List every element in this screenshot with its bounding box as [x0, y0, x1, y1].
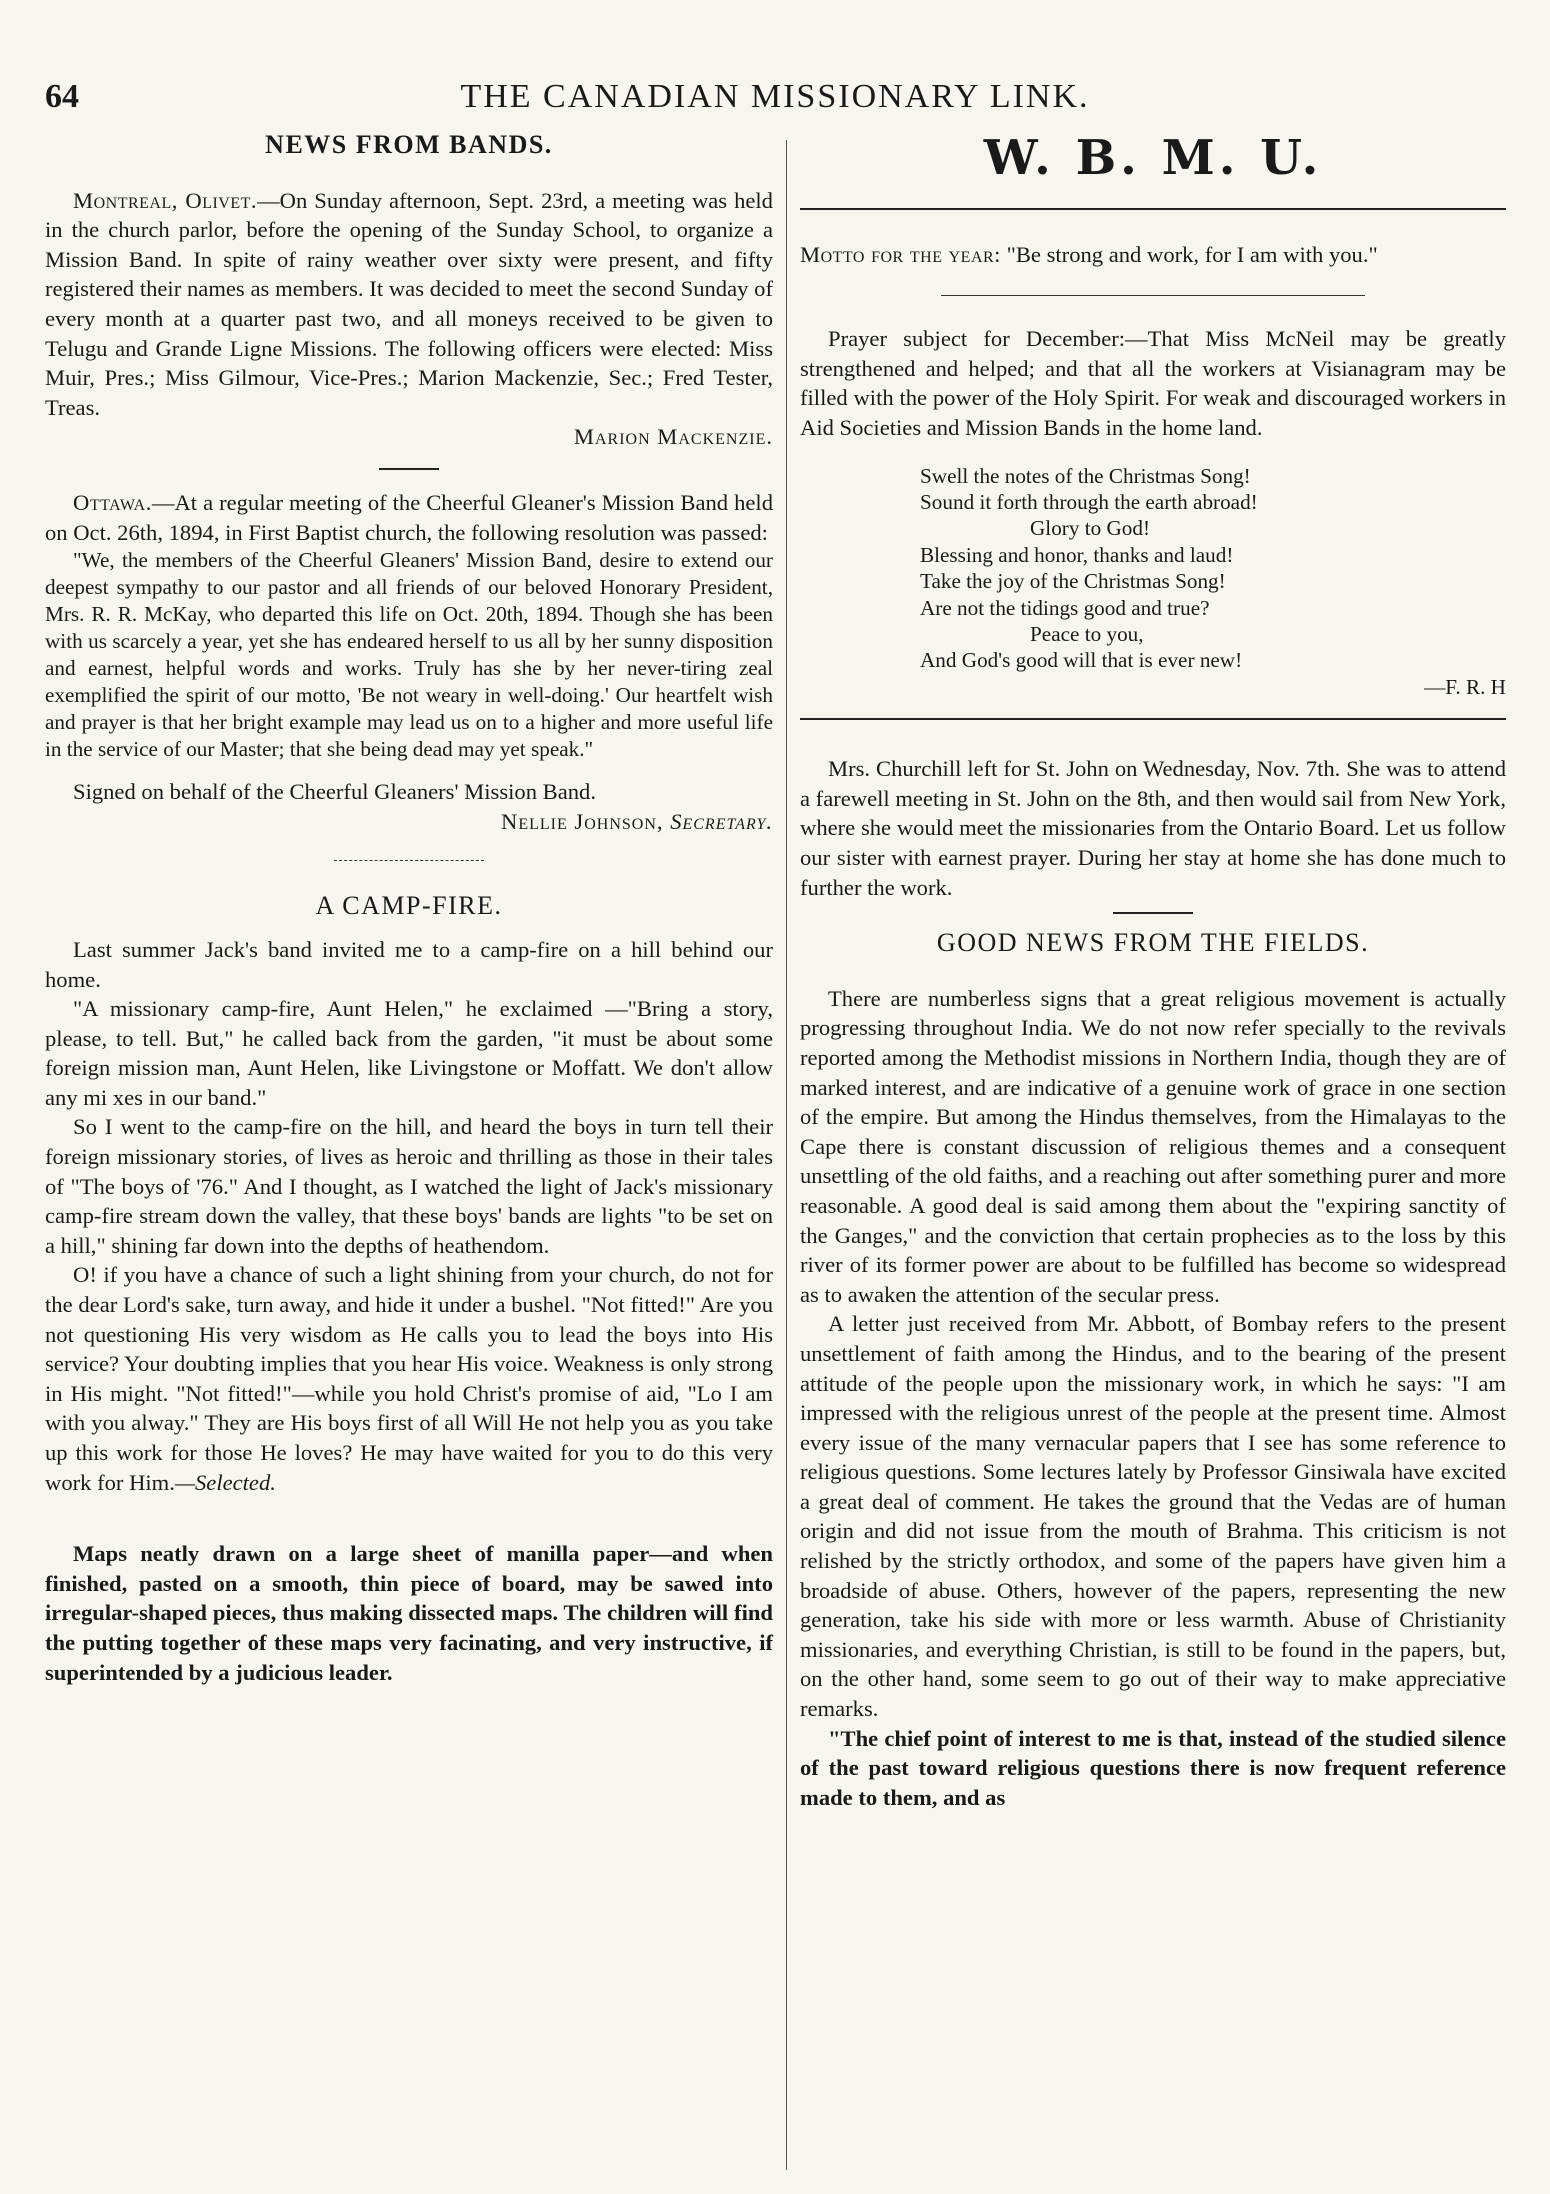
section-rule	[941, 295, 1365, 296]
good-news-paragraph-2: A letter just received from Mr. Abbott, of Bombay refers to the present unsettlement of faith among the Hindus, and to the bearing of the present attitude of the people upon the missionary work, in which he says: "I am impressed with the religious unrest of the people at the present time. Almost every issue of the many vernacular papers that I see has some reference to religious questions. Some lectures lately by Professor Ginsiwala have excited a great deal of comment. He takes the ground that the Vedas are of human origin and did not issue from the mouth of Brahma. This criticism is not relished by the strictly orthodox, and some of the papers have given him a broadside of abuse. Others, however of the papers, representing the new generation, take his side with more or less warmth. Abuse of Christianity missionaries, and everything Christian, is still to be found in the papers, but, on the other hand, some seem to go out of their way to make appreciative remarks.	[800, 1311, 1506, 1722]
camp-paragraph-4-text: O! if you have a chance of such a light shining from your church, do not for the dear Lord's sake, turn away, and hide it under a bushel. "Not fitted!" Are you not questioning His very wisdom as He calls you to lead the boys into His service? Your doubting implies that you hear His voice. Weakness is only strong in His might. "Not fitted!"—while you hold Christ's promise of aid, "Lo I am with you alway." They are His boys first of all Will He not help you as you take up this work for those He loves? He may have waited for you to do this very work for Him.	[45, 1262, 773, 1495]
good-news-heading: GOOD NEWS FROM THE FIELDS.	[936, 928, 1370, 958]
camp-selected: —Selected.	[174, 1469, 276, 1495]
ottawa-lead: Ottawa.	[73, 489, 152, 515]
section-rule	[800, 208, 1506, 210]
motto	[800, 240, 1506, 270]
montreal-text: —On Sunday afternoon, Sept. 23rd, a meeting was held in the church parlor, before the opening of the Sunday School, to organize a Mission Band. In spite of rainy weather over sixty were present, and fifty registered their names as members. It was decided to meet the second Sunday of every month at a quarter past two, and all moneys received to be given to Telugu and Grande Ligne Missions. The following officers were elected: Miss Muir, Pres.; Miss Gilmour, Vice-Pres.; Marion Mackenzie, Sec.; Fred Tester, Treas.	[45, 187, 773, 420]
poem-line: Sound it forth through the earth abroad!	[920, 489, 1258, 514]
ottawa-sig-name: Nellie Johnson,	[501, 808, 664, 834]
poem-line: And God's good will that is ever new!	[920, 648, 1243, 673]
christmas-poem	[920, 463, 1506, 701]
ottawa-resolution: "We, the members of the Cheerful Gleaners' Mission Band, desire to extend our deepest sympathy to our pastor and all friends of our beloved Honorary President, Mrs. R. R. McKay, who departed this life on Oct. 20th, 1894. Though she has been with us scarcely a year, yet she has endeared herself to us all by her sunny disposition and earnest, helpful words and works. Truly has she by her never-tiring zeal exemplified the spirit of our motto, 'Be not weary in well-doing.' Our heartfelt wish and prayer is that her bright example may lead us on to a higher and more useful life in the service of our Master; that she being dead may yet speak."	[45, 548, 773, 762]
ottawa-report	[45, 488, 773, 547]
camp-paragraph-1: Last summer Jack's band invited me to a camp-fire on a hill behind our home.	[45, 936, 773, 992]
maps-paragraph: Maps neatly drawn on a large sheet of manilla paper—and when finished, pasted on a smooth, thin piece of board, may be sawed into irregular-shaped pieces, thus making dissected maps. The children will find the putting together of these maps very facinating, and very instructive, if superintended by a judicious leader.	[45, 1541, 773, 1685]
ottawa-signature	[45, 807, 773, 837]
ottawa-signed: Signed on behalf of the Cheerful Gleaners' Mission Band.	[73, 779, 596, 805]
good-news-paragraph-3: "The chief point of interest to me is that, instead of the studied silence of the past toward religious questions there is now frequent reference made to them, and as	[800, 1725, 1506, 1810]
prayer-subject: Prayer subject for December:—That Miss McNeil may be greatly strengthened and helped; and that all the workers at Visianagram may be filled with the power of the Holy Spirit. For weak and discouraged workers in Aid Societies and Mission Bands in the home land.	[800, 326, 1506, 440]
montreal-report	[45, 186, 773, 423]
montreal-signature: Marion Mackenzie.	[573, 424, 773, 450]
montreal-lead: Montreal, Olivet.	[73, 187, 258, 213]
camp-fire-heading: A CAMP-FIRE.	[315, 891, 503, 921]
ottawa-text: —At a regular meeting of the Cheerful Gleaner's Mission Band held on Oct. 26th, 1894, in First Baptist church, the following resolution was passed:	[45, 489, 773, 545]
section-rule	[800, 718, 1506, 720]
wbmu-heading: W. B. M. U.	[983, 130, 1323, 186]
poem-line: Peace to you,	[1030, 622, 1144, 646]
camp-paragraph-4	[45, 1260, 773, 1497]
camp-paragraph-2: "A missionary camp-fire, Aunt Helen," he exclaimed —"Bring a story, please, to tell. But," he called back from the garden, "it must be about some foreign mission man, Aunt Helen, like Livingstone or Moffatt. We don't allow any mi xes in our band."	[45, 996, 773, 1110]
section-rule	[1113, 912, 1193, 914]
poem-line: Swell the notes of the Christmas Song!	[920, 463, 1251, 488]
section-rule	[334, 860, 484, 861]
ottawa-sig-role: Secretary.	[670, 808, 773, 834]
good-news-paragraph-1: There are numberless signs that a great religious movement is actually progressing throughout India. We do not now refer specially to the revivals reported among the Methodist missions in Northern India, though they are of marked interest, and are indicative of a genuine work of grace in one section of the empire. But among the Hindus themselves, from the Himalayas to the Cape there is constant discussion of religious themes and a consequent unsettling of the old faiths, and a reaching out after something purer and more reasonable. A good deal is said among them about the "expiring sanctity of the Ganges," and the conviction that certain prophecies as to the loss by this river of its former power are about to be fulfilled has become so widespread as to awaken the attention of the secular press.	[800, 985, 1506, 1307]
poem-line: Take the joy of the Christmas Song!	[920, 569, 1226, 594]
section-rule	[379, 468, 439, 470]
poem-line: Glory to God!	[1030, 516, 1151, 541]
page-number: 64	[45, 78, 79, 115]
column-divider	[786, 140, 787, 2170]
churchill-paragraph: Mrs. Churchill left for St. John on Wednesday, Nov. 7th. She was to attend a farewell meeting in St. John on the 8th, and then would sail from New York, where she would meet the missionaries from the Ontario Board. Let us follow our sister with earnest prayer. During her stay at home she has done much to further the work.	[800, 756, 1506, 900]
page-header	[45, 78, 1505, 128]
publication-title: THE CANADIAN MISSIONARY LINK.	[460, 78, 1090, 115]
news-from-bands-heading: NEWS FROM BANDS.	[265, 130, 553, 159]
camp-paragraph-3: So I went to the camp-fire on the hill, and heard the boys in turn tell their foreign missionary stories, of lives as heroic and thrilling as those in their tales of "The boys of '76." And I thought, as I watched the light of Jack's missionary camp-fire stream down the valley, that these boys' bands are lights "to be set on a hill," shining far down into the depths of heathendom.	[45, 1114, 773, 1258]
motto-text: "Be strong and work, for I am with you."	[1006, 241, 1378, 267]
poem-line: Are not the tidings good and true?	[920, 595, 1210, 620]
right-column	[800, 130, 1506, 1812]
left-column	[45, 130, 773, 1687]
motto-lead: Motto for the year:	[800, 241, 1001, 267]
poem-line: Blessing and honor, thanks and laud!	[920, 542, 1234, 567]
poem-signature: —F. R. H	[1424, 674, 1506, 699]
